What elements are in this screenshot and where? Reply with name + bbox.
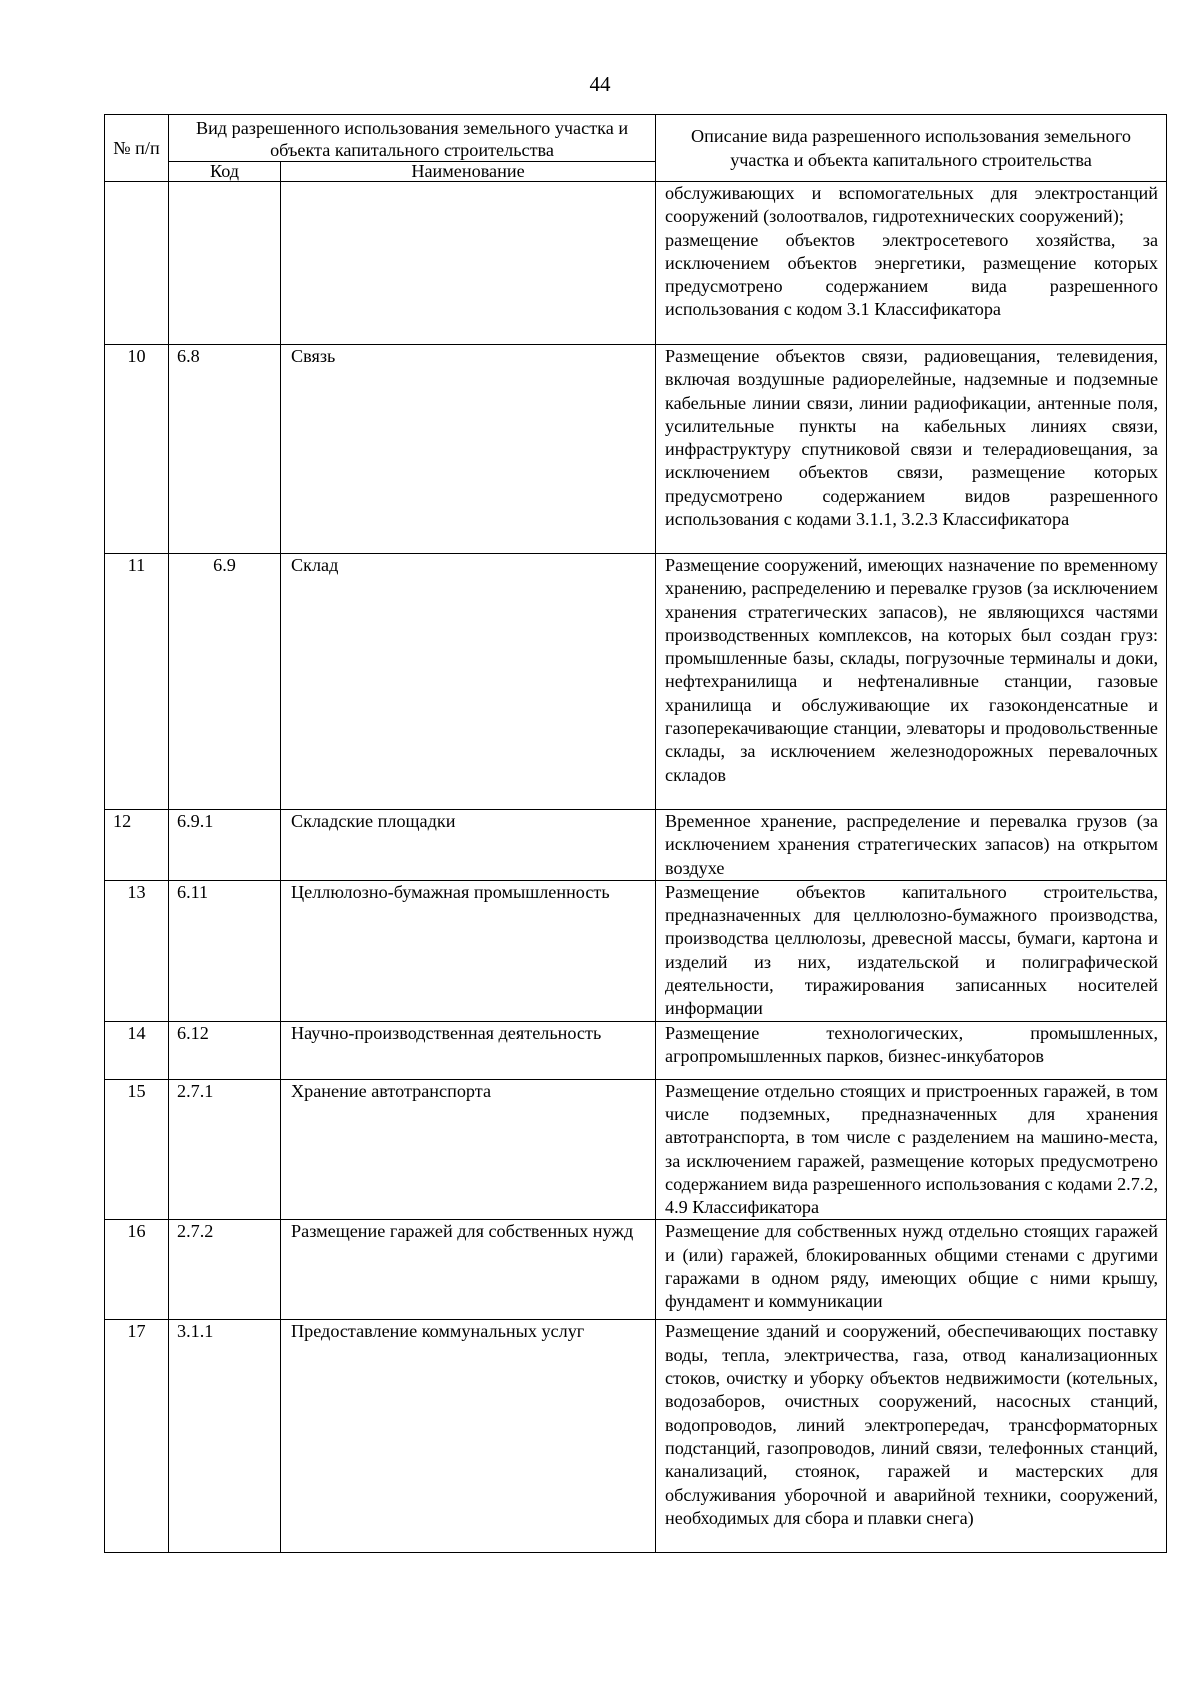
row-description	[656, 810, 1167, 881]
row-num: 16	[105, 1220, 169, 1320]
row-name	[281, 182, 656, 345]
row-name: Размещение гаражей для собственных нужд	[281, 1220, 656, 1320]
description-paragraph: обслуживающих и вспомогательных для электростанций сооружений (золоотвалов, гидротехнических сооружений);	[665, 183, 1159, 227]
row-num: 13	[105, 880, 169, 1021]
description-paragraph: Размещение сооружений, имеющих назначение по временному хранению, распределению и перевалке грузов (за исключением хранения стратегических запасов), не являющихся частями производственных комплексов, на которых был создан груз: промышленные базы, склады, погрузочные терминалы и доки, нефтехранилища и нефтеналивные станции, газовые хранилища и обслуживающие их газоконденсатные и газоперекачивающие станции, элеваторы и продовольственные склады, за исключением железнодорожных перевалочных складов	[665, 555, 1159, 785]
description-paragraph: Размещение объектов капитального строительства, предназначенных для целлюлозно-бумажного производства, производства целлюлозы, древесной массы, бумаги, картона и изделий из них, издательской и полиграфической деятельности, тиражирования записанных носителей информации	[665, 881, 1159, 1019]
row-code: 6.8	[169, 345, 281, 554]
table-row	[105, 1079, 1167, 1220]
description-paragraph: Размещение зданий и сооружений, обеспечивающих поставку воды, тепла, электричества, газа, отвод канализационных стоков, очистку и уборку объектов недвижимости (котельных, водозаборов, очистных сооружений, насосных станций, водопроводов, линий электропередач, трансформаторных подстанций, газопроводов, линий связи, телефонных станций, канализаций, стоянок, гаражей и мастерских для обслуживания уборочной и аварийной техники, сооружений, необходимых для сбора и плавки снега)	[665, 1321, 1159, 1528]
header-code: Код	[169, 162, 281, 182]
row-code	[169, 182, 281, 345]
header-description: Описание вида разрешенного использования земельного участка и объекта капитального строительства	[656, 115, 1167, 182]
row-description	[656, 182, 1167, 345]
table-body	[105, 182, 1167, 1553]
table-row	[105, 1021, 1167, 1079]
description-paragraph: размещение объектов электросетевого хозяйства, за исключением объектов энергетики, размещение которых предусмотрено содержанием вида разрешенного использования с кодом 3.1 Классификатора	[665, 229, 1159, 320]
row-name: Складские площадки	[281, 810, 656, 881]
row-description	[656, 345, 1167, 554]
row-num: 17	[105, 1320, 169, 1553]
row-code: 3.1.1	[169, 1320, 281, 1553]
row-num: 12	[105, 810, 169, 881]
row-name: Предоставление коммунальных услуг	[281, 1320, 656, 1553]
row-num: 15	[105, 1079, 169, 1220]
row-num: 14	[105, 1021, 169, 1079]
row-num	[105, 182, 169, 345]
row-name: Связь	[281, 345, 656, 554]
row-description	[656, 1320, 1167, 1553]
row-name: Хранение автотранспорта	[281, 1079, 656, 1220]
row-description	[656, 880, 1167, 1021]
table-row	[105, 810, 1167, 881]
row-code: 6.9.1	[169, 810, 281, 881]
land-use-table	[104, 114, 1167, 1553]
description-paragraph: Размещение технологических, промышленных, агропромышленных парков, бизнес-инкубаторов	[665, 1022, 1159, 1066]
row-code: 6.11	[169, 880, 281, 1021]
row-num: 11	[105, 554, 169, 810]
header-name: Наименование	[281, 162, 656, 182]
row-code: 2.7.2	[169, 1220, 281, 1320]
header-num: № п/п	[105, 115, 169, 182]
row-code: 6.12	[169, 1021, 281, 1079]
page-number: 44	[589, 72, 611, 96]
table-row	[105, 880, 1167, 1021]
row-name: Научно-производственная деятельность	[281, 1021, 656, 1079]
row-description	[656, 554, 1167, 810]
row-num: 10	[105, 345, 169, 554]
table-row	[105, 554, 1167, 810]
row-code: 2.7.1	[169, 1079, 281, 1220]
table-header	[105, 115, 1167, 182]
description-paragraph: Размещение для собственных нужд отдельно стоящих гаражей и (или) гаражей, блокированных общими стенами с другими гаражами в одном ряду, имеющих общие с ними крышу, фундамент и коммуникации	[665, 1221, 1159, 1312]
table-row	[105, 182, 1167, 345]
row-description	[656, 1021, 1167, 1079]
row-name: Целлюлозно-бумажная промышленность	[281, 880, 656, 1021]
description-paragraph: Размещение отдельно стоящих и пристроенных гаражей, в том числе подземных, предназначенных для хранения автотранспорта, в том числе с разделением на машино-места, за исключением гаражей, размещение которых предусмотрено содержанием вида разрешенного использования с кодами 2.7.2, 4.9 Классификатора	[665, 1080, 1159, 1218]
description-paragraph: Временное хранение, распределение и перевалка грузов (за исключением хранения стратегических запасов) на открытом воздухе	[665, 811, 1159, 878]
description-paragraph: Размещение объектов связи, радиовещания, телевидения, включая воздушные радиорелейные, надземные и подземные кабельные линии связи, линии радиофикации, антенные поля, усилительные пункты на кабельных линиях связи, инфраструктуру спутниковой связи и телерадиовещания, за исключением объектов связи, размещение которых предусмотрено содержанием видов разрешенного использования с кодами 3.1.1, 3.2.3 Классификатора	[665, 346, 1159, 530]
table-row	[105, 1220, 1167, 1320]
row-name: Склад	[281, 554, 656, 810]
table-row	[105, 1320, 1167, 1553]
row-description	[656, 1079, 1167, 1220]
header-group: Вид разрешенного использования земельного участка и объекта капитального строительства	[169, 115, 656, 162]
row-code: 6.9	[169, 554, 281, 810]
table-row	[105, 345, 1167, 554]
row-description	[656, 1220, 1167, 1320]
